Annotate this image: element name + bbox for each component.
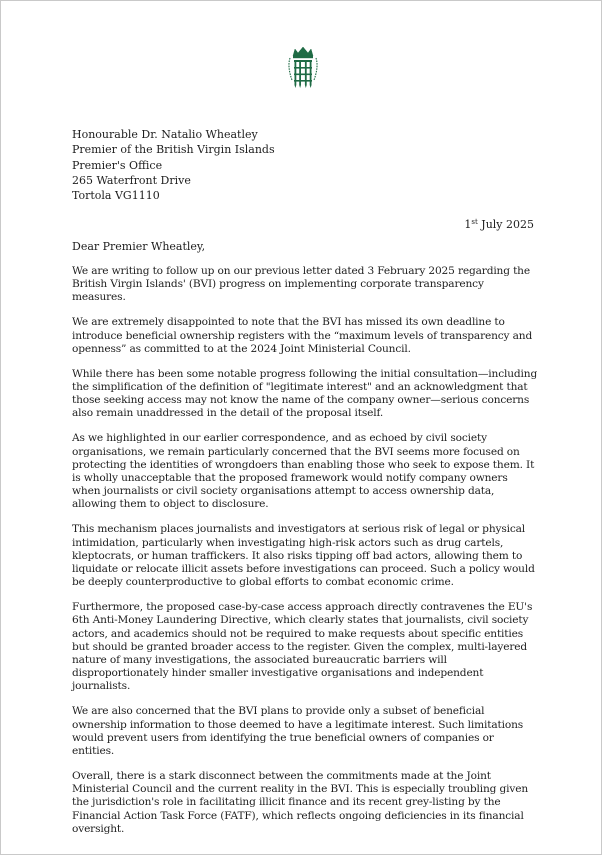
recipient-name: Honourable Dr. Natalio Wheatley xyxy=(72,128,258,141)
date-month-year: July 2025 xyxy=(477,218,534,231)
letter-body xyxy=(72,265,539,848)
body-paragraph: Overall, there is a stark disconnect between the commitments made at the Joint Ministerial Council and the current reality in the BVI. This is especially troubling given the jurisdiction's role in facilitating illicit finance and its recent grey-listing by the Financial Action Task Force (FATF), which reflects ongoing deficiencies in its financial oversight. xyxy=(72,770,529,835)
body-paragraph: As we highlighted in our earlier correspondence, and as echoed by civil society organisations, we remain particularly concerned that the BVI seems more focused on protecting the identities of wrongdoers than enabling those who seek to expose them. It is wholly unacceptable that the proposed framework would notify company owners when journalists or civil society organisations attempt to access ownership data, allowing them to object to disclosure. xyxy=(72,432,535,511)
recipient-title: Premier of the British Virgin Islands xyxy=(72,143,275,157)
recipient-street: 265 Waterfront Drive xyxy=(72,173,191,187)
body-paragraph: We are also concerned that the BVI plans to provide only a subset of beneficial ownership information to those deemed to have a legitimate interest. Such limitations would prevent users from identifying the true beneficial owners of companies or entities. xyxy=(72,705,524,758)
date-suffix: st xyxy=(471,218,478,226)
body-paragraph: Furthermore, the proposed case-by-case access approach directly contravenes the EU's 6th Anti-Money Laundering Directive, which clearly states that journalists, civil society actors, and academics should not be required to make requests about specific entities but should be granted broader access to the register. Given the complex, multi-layered nature of many investigations, the associated bureaucratic barriers will disproportionately hinder smaller investigative organisations and independent journalists. xyxy=(72,601,533,693)
recipient-city: Tortola VG1110 xyxy=(72,189,160,203)
portcullis-crest-icon xyxy=(287,46,319,90)
recipient-office: Premier's Office xyxy=(72,158,163,172)
body-paragraph: We are writing to follow up on our previous letter dated 3 February 2025 regarding the British Virgin Islands' (BVI) progress on implementing corporate transparency measures. xyxy=(72,265,530,304)
salutation: Dear Premier Wheatley, xyxy=(72,240,206,253)
recipient-address xyxy=(72,127,275,203)
body-paragraph: This mechanism places journalists and investigators at serious risk of legal or physical intimidation, particularly when investigating high-risk actors such as drug cartels, kleptocrats, or human traffickers. It also risks tipping off bad actors, allowing them to liquidate or relocate illicit assets before investigations can proceed. Such a policy would be deeply counterproductive to global efforts to combat economic crime. xyxy=(72,523,535,589)
date-day: 1 xyxy=(464,218,472,231)
letter-date xyxy=(464,217,534,232)
body-paragraph: We are extremely disappointed to note that the BVI has missed its own deadline to introduce beneficial ownership registers with the “maximum levels of transparency and openness” as committed to at the 2024 Joint Ministerial Council. xyxy=(72,316,533,355)
body-paragraph: While there has been some notable progress following the initial consultation—including the simplification of the definition of "legitimate interest" and an acknowledgment that those seeking access may not know the name of the company owner—serious concerns also remain unaddressed in the detail of the proposal itself. xyxy=(72,367,538,420)
